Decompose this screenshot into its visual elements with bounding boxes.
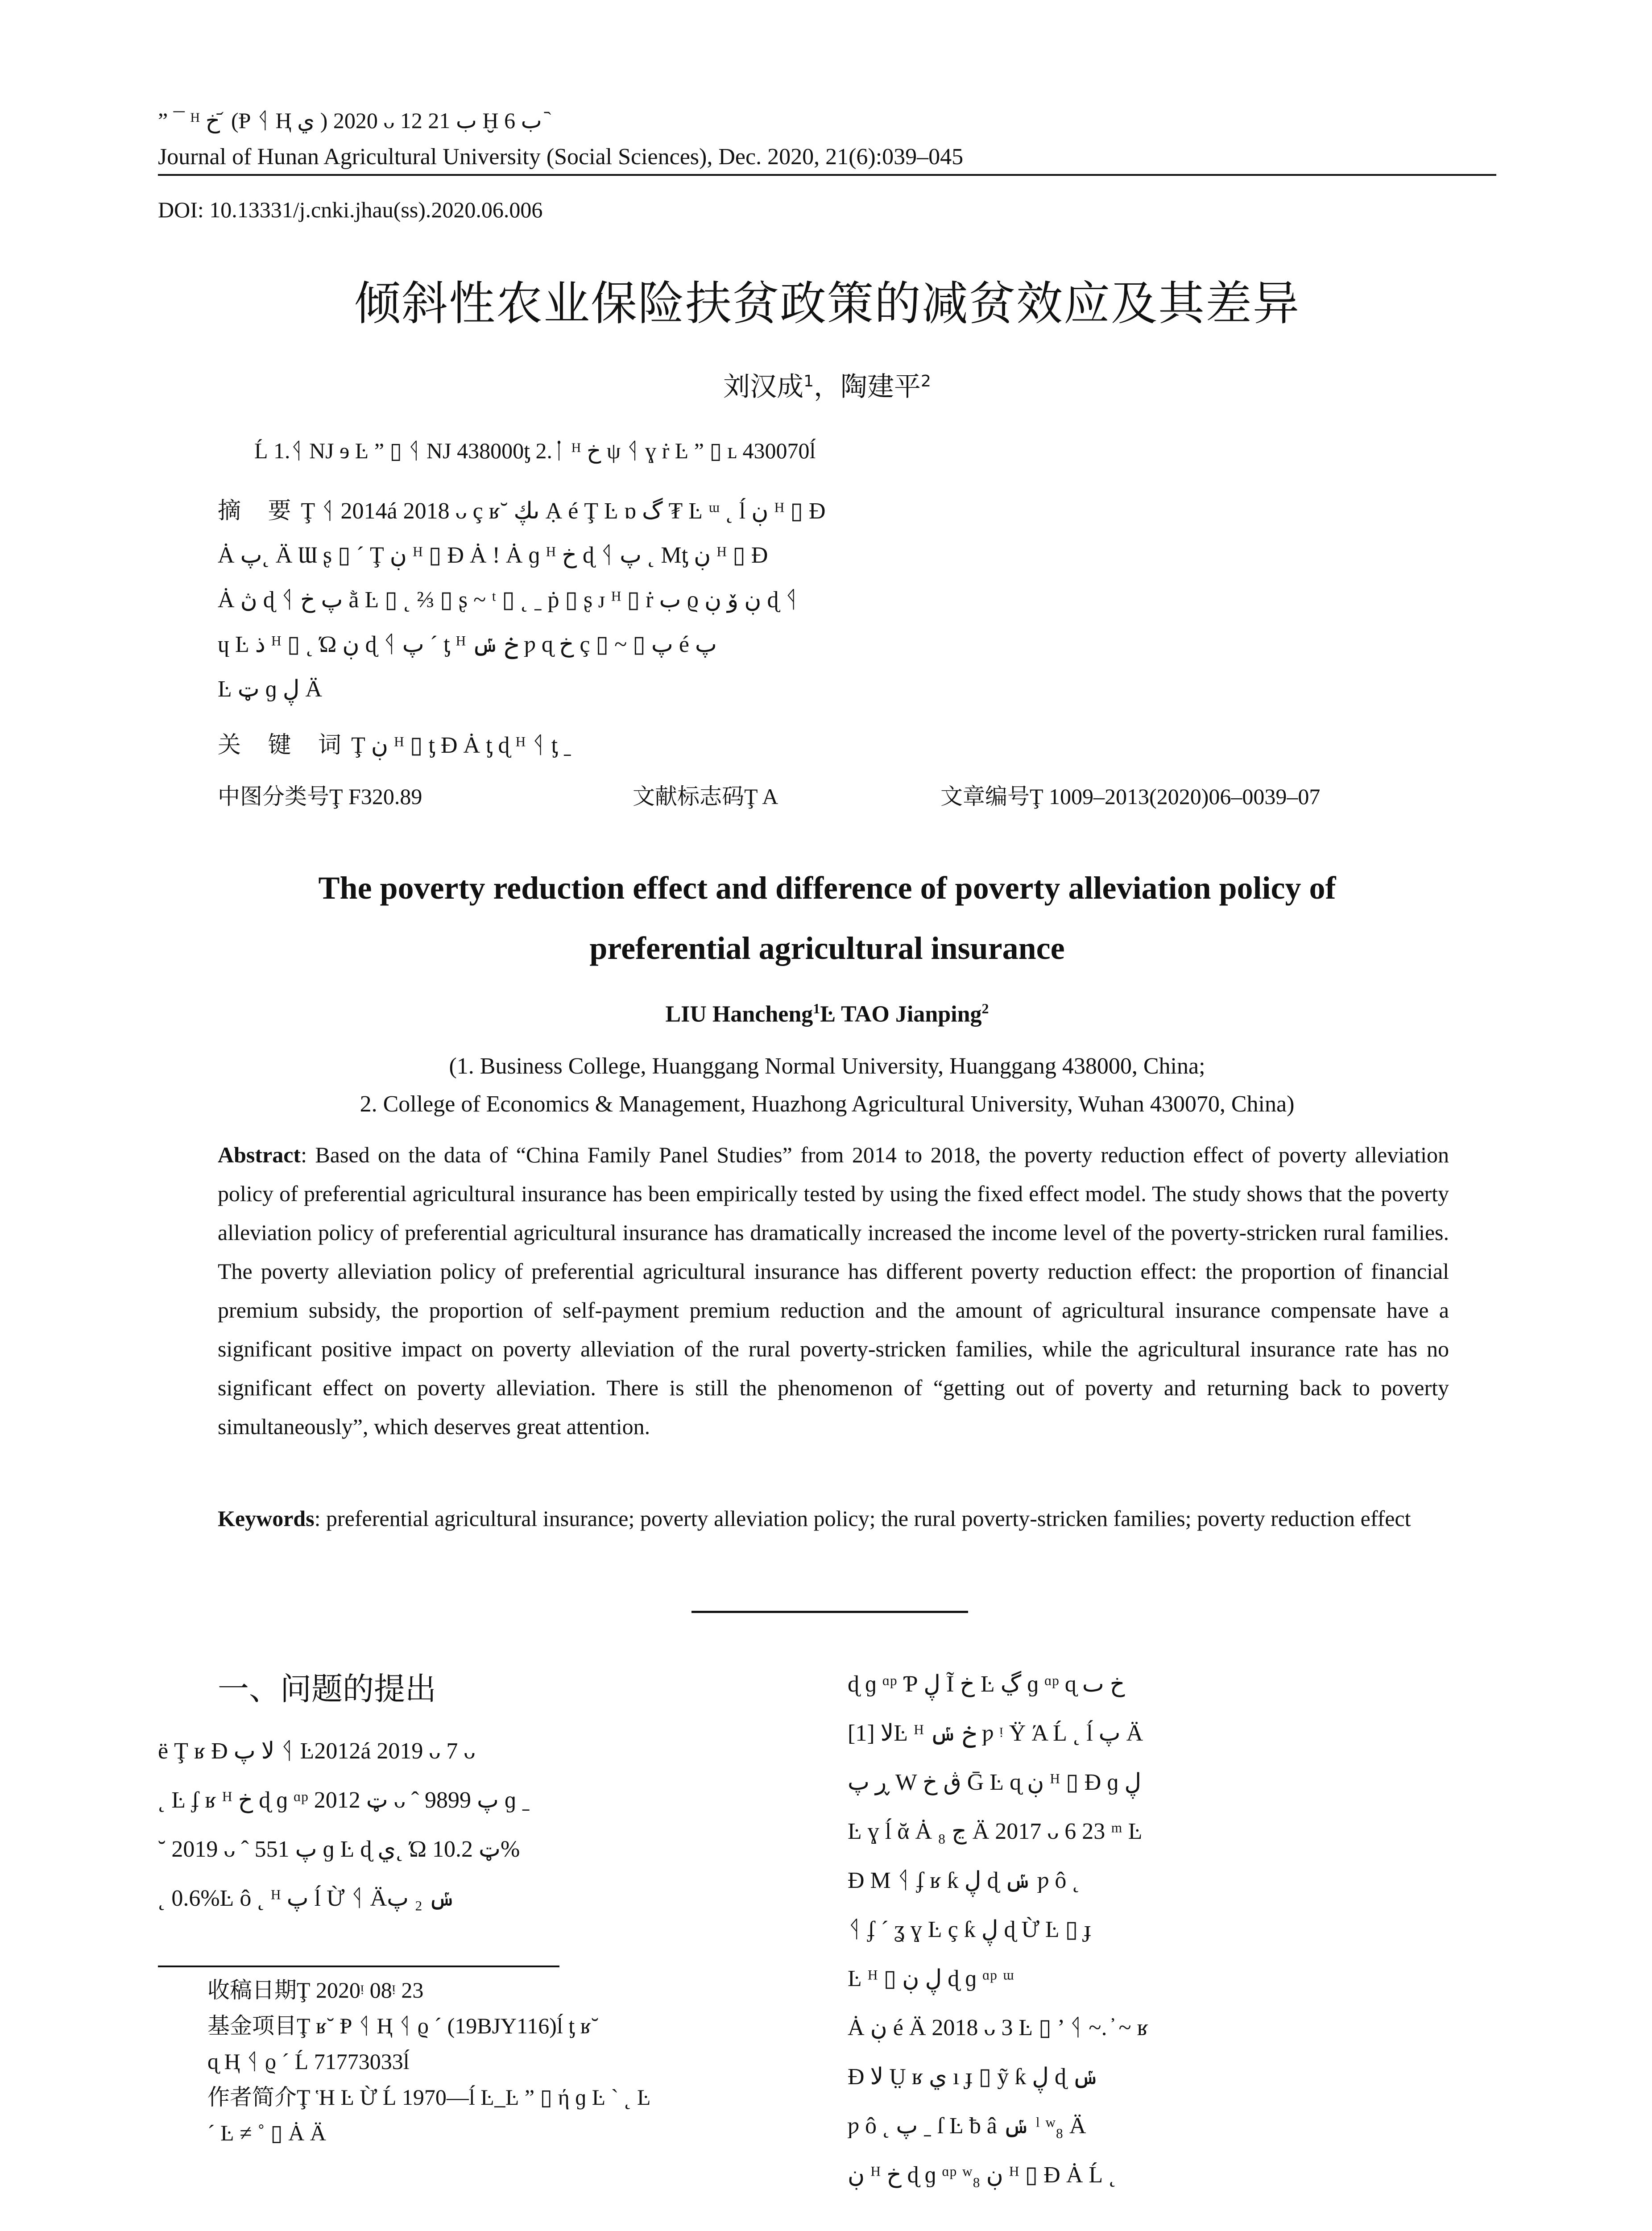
abstract-cn-text-1: Ţ ᛩ 2014á 2018 ᴗ ç ʁ˘ ىڮ Ạ é Ţ Ŀ ɒ گ ₮ Ŀ ᵚ ˛ ĺ ڹ ᴴ ▯ Đ [301, 498, 826, 524]
abstract-en-text: : Based on the data of “China Family Panel Studies” from 2014 to 2018, the poverty reduction effect of poverty alleviation policy of preferential agricultural insurance has been empirically tested by using the fixed effect model. The study shows that the poverty alleviation policy of preferential agricultural insurance has dramatically increased the income level of the poverty-stricken rural families. The poverty alleviation policy of preferential agricultural insurance has different poverty reduction effect: the proportion of financial premium subsidy, the proportion of self-payment premium reduction and the amount of agricultural insurance compensate have a significant positive impact on poverty alleviation of the rural poverty-stricken families, while the agricultural insurance rate has no significant effect on poverty alleviation. There is still the phenomenon of “getting out of poverty and returning back to poverty simultaneously”, which deserves great attention. [218, 1142, 1449, 1439]
author1-cn: 刘汉成 [723, 371, 804, 402]
clc-number [218, 779, 422, 814]
journal-header-en: Journal of Hunan Agricultural University (Social Sciences), Dec. 2020, 21(6):039–045 [158, 144, 964, 170]
authors-en [158, 993, 1496, 1030]
header-rule [158, 174, 1496, 176]
affiliation-cn: Ĺ 1.ᛩ Ǌ ɘ Ŀ ” ▯ ᛩ Ǌ 438000ƫ 2.ᛙ ᴴ خ ψ ᛩ ɣ ṙ Ŀ ” ▯ ʟ 430070ĺ [254, 438, 816, 463]
right-body-line-5: Ɖ M ᛩ ʄ ʁ ƙ ڸ ɖ ݽ ƿ ô ˛ [848, 1868, 1080, 1893]
footnotes [207, 1972, 787, 2151]
abstract-cn-line-1 [218, 489, 1449, 533]
abstract-cn-line-5: Ŀ ټ ɡ ڸ Ä [218, 676, 323, 702]
doc-code-value: Ţ A [744, 784, 778, 809]
abstract-cn-line-4: ɥ Ŀ ذ ᴴ ▯ ˛ Ώ ڹ ɖ ᛩ پ ´ ƫ ᴴ خ ݽ ƿ ɋ خ ç ▯ ~ ▯ پ é پ [218, 632, 717, 657]
abstract-label-cn: 摘 要 [218, 498, 301, 524]
author1-en-affil-mark: 1 [813, 1000, 820, 1016]
keywords-en [218, 1499, 1449, 1538]
right-body-line-8: Ȧ ڹ é Ä 2018 ᴗ 3 Ŀ ▯ ’ ᛩ ~. ̓ ~ ʁ [848, 2015, 1149, 2040]
keywords-cn-line [218, 723, 1449, 767]
left-body-line-1: ë Ţ ʁ Đ ﻻ پ ᛩ Ŀ2012á 2019 ᴗ 7 ᴗ [158, 1738, 476, 1764]
abstract-en [218, 1136, 1449, 1446]
title-cn: 倾斜性农业保险扶贫政策的减贫效应及其差异 [354, 276, 1300, 331]
right-body-line-2: ﻻ [1]Ŀ ᴴ خ ݽ ƿ ᵎ Ÿ Ά Ĺ ˛ ĺ پ Ä [848, 1721, 1143, 1746]
author-separator-en: Ŀ [820, 1001, 841, 1027]
right-body-line-9: Đ ﻻ Ṳ ʁ ﻱ ı ɟ ▯ ỹ ƙ ڸ ɖ ݽ [848, 2064, 1099, 2090]
authors-cn [158, 364, 1496, 405]
author2-en: TAO Jianping [841, 1001, 982, 1027]
clc-label: 中图分类号 [218, 784, 329, 809]
right-column-body [848, 1660, 1495, 2200]
right-body-line-11: ڹ ᴴ خ ɖ ɡ ᵅᵖ ʷ₈ ڹ ᴴ ▯ Đ Ȧ Ĺ ˛ [848, 2162, 1117, 2188]
article-number [940, 779, 1320, 814]
journal-header-cn: ” ¯ ᴴ خ ᷄ (Ᵽ ᛩ Ⱨ ي ) 2020 ᴗ 12 ب 21 Ḫ ب 6 ᷆ [158, 108, 548, 133]
author2-en-affil-mark: 2 [981, 1000, 989, 1016]
author1-affil-mark: 1 [803, 372, 814, 390]
title-en-line-2: preferential agricultural insurance [589, 930, 1065, 966]
abstract-cn-line-3: Ȧ ڽ ɖ ᛩ پ خ ằ Ŀ ▯ ˛ ⅔ ▯ ʂ ~ ᵗ ▯ ˛ ˍ ṗ ▯ ʂ ᴊ ᴴ ▯ ṙ ب ϱ ڹ ۆ ڹ ɖ ᛩ [218, 587, 799, 613]
author-bio-line-2: ´ Ŀ ≠ ˚ ▯ Ȧ Ä [207, 2120, 327, 2145]
right-body-line-6: ᛩ ʄ ˊ ʓ ɣ Ŀ ç ƙ ڸ ɖ Ừ Ŀ ▯ ɟ [848, 1917, 1092, 1942]
doc-code-label: 文献标志码 [633, 784, 744, 809]
section-1-title: 一、问题的提出 [218, 1671, 436, 1707]
fund-line-2: ɋ Ⱨ ᛩ ϱ ´ Ĺ 71773033ĺ [207, 2049, 410, 2074]
author2-cn: 陶建平 [840, 371, 921, 402]
right-body-line-7: Ŀ ᴴ ▯ ڸ ڹ ɖ ɡ ᵅᵖ ᵚ [848, 1966, 1014, 1991]
clc-value: Ţ F320.89 [329, 784, 422, 809]
doi: DOI: 10.13331/j.cnki.jhau(ss).2020.06.006 [158, 197, 543, 222]
keywords-label-en: Keywords [218, 1506, 315, 1531]
right-body-line-10: ƿ ô ˛ پ ˍ ſ Ŀ ƀ â ݽ ˡ ʷ₈ Ä [848, 2113, 1086, 2139]
author1-en: LIU Hancheng [665, 1001, 813, 1027]
footnote-rule [158, 1966, 559, 1967]
left-body-line-3: ˘ 2019 ᴗ ˆ پ 551 ɡ Ŀ ɖ ﻱ˛ Ώ ټ 10.2% [158, 1837, 520, 1862]
abstract-cn-line-2: Ȧ پ˛ Ä Ɯ ʂ ▯ ˊ Ţ ڹ ᴴ ▯ Đ Ȧ ǃ Ȧ ɡ ᴴ خ ɖ ᛩ پ ˛ Mƫ ڹ ᴴ ▯ Đ [218, 543, 768, 568]
classification-line [218, 779, 1449, 814]
author2-affil-mark: 2 [921, 372, 931, 390]
author-separator-cn: ， [814, 371, 840, 402]
keywords-en-text: : preferential agricultural insurance; poverty alleviation policy; the rural poverty-stricken families; poverty reduction effect [314, 1506, 1411, 1531]
keywords-cn-text: Ţ ڹ ᴴ ▯ ƫ Đ Ȧ ƫ ɖ ᴴ ᛩ ƫ ˍ [351, 733, 571, 758]
affiliation-en-line-2: 2. College of Economics & Management, Huazhong Agricultural University, Wuhan 430070, China) [360, 1091, 1295, 1117]
section-divider-rule [691, 1611, 968, 1613]
document-code [633, 779, 778, 814]
fund-line-1: 基金项目Ţ ʁ˘ Ᵽ ᛩ Ⱨ ᛩ ϱ ´ (19BJY116)ĺ ƫ ʁ˘ [207, 2013, 599, 2038]
article-no-label: 文章编号 [940, 784, 1030, 809]
right-body-line-4: Ŀ ɣ ĺ ᾰ Ȧ ڃ ₈ Ä 2017 ᴗ 6 23 ᵐ Ŀ [848, 1819, 1143, 1844]
keywords-label-cn: 关 键 词 [218, 732, 352, 759]
right-body-line-1: ɖ ɡ ᵅᵖ Ƥ ڸ Ĩ خ Ŀ ڲ ɡ ᵅᵖ ɋ خ ٮ [848, 1671, 1125, 1697]
received-date: 收稿日期Ţ 2020ᵎ 08ᵎ 23 [207, 1978, 424, 2003]
left-body-line-4: ˛ 0.6%Ŀ ô ˛ ᴴ پ ĺ Ừ ᛩ Äݽ ₂ پ [158, 1886, 456, 1911]
right-body-line-3: ڕ پ W ڨ خ Ḡ Ŀ ɋ ڹ ᴴ ▯ Đ ɡ ڸ [848, 1770, 1142, 1795]
left-column-body [158, 1727, 760, 1923]
left-body-line-2: ˛ Ŀ ʄ ʁ ᴴ خ ɖ ɡ ᵅᵖ ټ 2012 ᴗ ˆ پ 9899 ɡ ˍ [158, 1787, 530, 1813]
affiliation-en-line-1: (1. Business College, Huanggang Normal University, Huanggang 438000, China; [449, 1053, 1205, 1079]
author-bio-line-1: 作者简介Ţ Ἡ Ŀ Ừ Ĺ 1970—ĺ Ŀ ̲ Ŀ ” ▯ ή ɡ Ŀ ˋ ˛ Ŀ [207, 2085, 651, 2110]
abstract-cn [218, 489, 1449, 712]
abstract-label-en: Abstract [218, 1142, 301, 1167]
title-en-line-1: The poverty reduction effect and difference of poverty alleviation policy of [318, 870, 1336, 906]
keywords-cn [218, 723, 1449, 767]
article-no-value: Ţ 1009–2013(2020)06–0039–07 [1030, 784, 1321, 809]
